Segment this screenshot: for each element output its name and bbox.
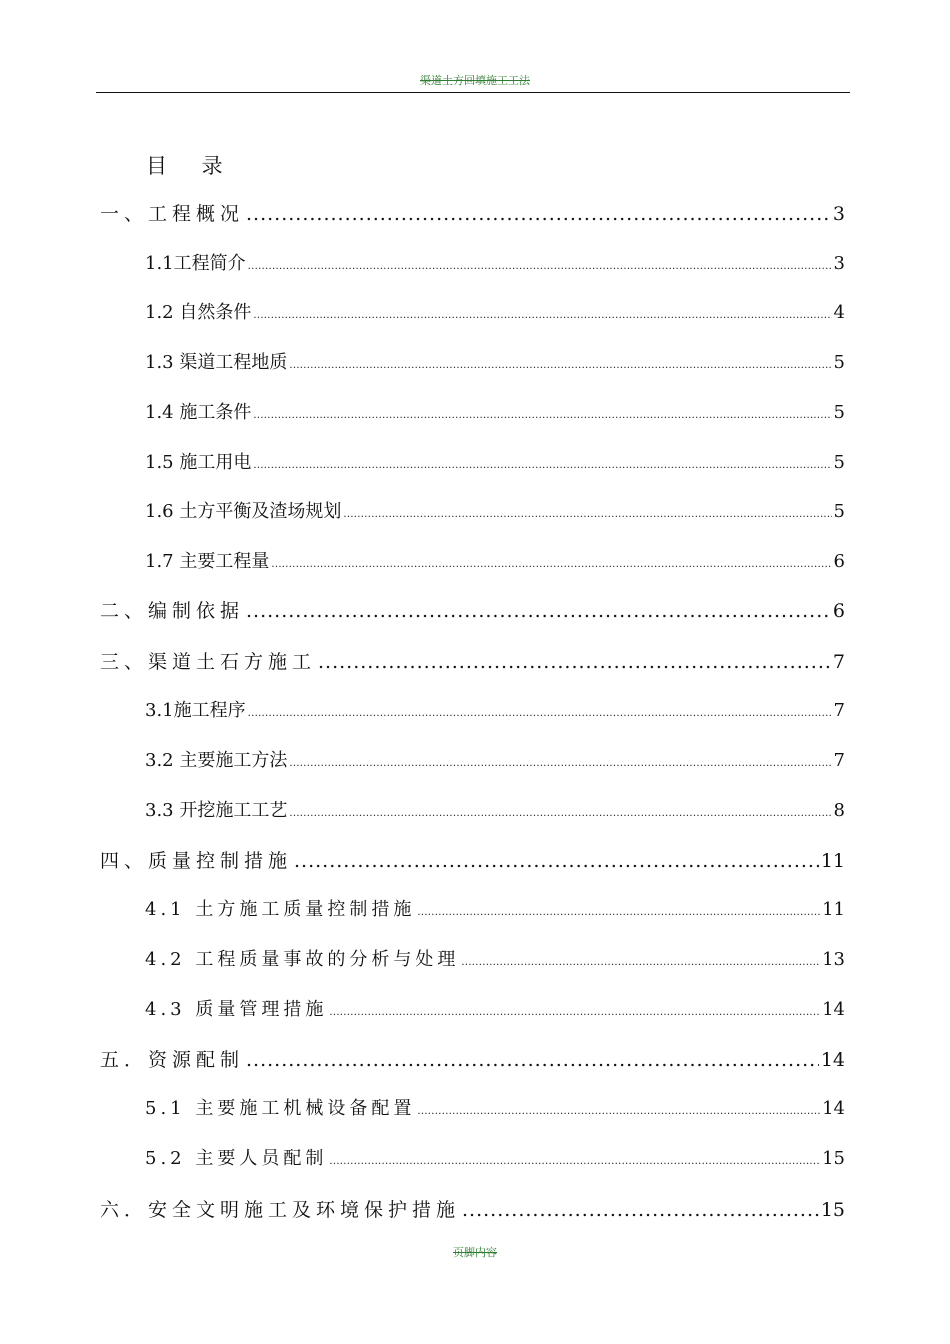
toc-entry-page: 15 [820,1199,845,1221]
toc-entry-page: 7 [832,651,845,673]
toc-leader [343,509,831,520]
toc-leader [417,1106,820,1117]
toc-leader [246,600,831,622]
toc-entry-label: 一、工程概况 [100,203,245,225]
toc-entry-page: 8 [833,800,845,821]
toc-leader [271,559,831,570]
toc-leader [289,360,831,371]
toc-entry-page: 14 [822,999,845,1020]
toc-entry-page: 14 [822,1098,845,1119]
toc-entry-page: 14 [820,1049,845,1071]
toc-entry-page: 11 [820,850,845,872]
toc-entry-label: 1.5 施工用电 [145,452,252,473]
toc-entry[interactable] [145,796,845,822]
toc-entry-label: 5.2 主要人员配制 [145,1148,328,1169]
toc-entry-label: 四、质量控制措施 [100,850,293,872]
toc-leader [462,1199,819,1221]
toc-leader [248,261,832,272]
toc-entry-label: 4.1 土方施工质量控制措施 [145,899,416,920]
toc-entry-label: 1.3 渠道工程地质 [145,352,288,373]
toc-leader [417,907,820,918]
toc-entry[interactable] [145,746,845,772]
toc-entry[interactable] [100,1045,845,1073]
toc-leader [253,460,831,471]
toc-leader [289,758,831,769]
toc-entry[interactable] [145,547,845,573]
toc-entry[interactable] [100,1195,845,1223]
toc-title: 目 录 [146,154,237,178]
toc-entry[interactable] [145,1094,845,1120]
toc-entry-label: 5.1 主要施工机械设备配置 [145,1098,416,1119]
toc-entry[interactable] [145,696,845,722]
toc-entry[interactable] [145,895,845,921]
toc-leader [253,410,831,421]
toc-entry[interactable] [145,497,845,523]
toc-entry-page: 5 [833,501,845,522]
toc-entry[interactable] [145,448,845,474]
toc-entry-page: 4 [833,302,845,323]
toc-entry-label: 三、渠道土石方施工 [100,651,317,673]
toc-entry-label: 1.1工程简介 [145,253,246,274]
toc-leader [329,1007,820,1018]
toc-entry-page: 3 [832,203,845,225]
toc-entry[interactable] [145,1144,845,1170]
toc-entry[interactable] [145,995,845,1021]
toc-entry-page: 5 [833,352,845,373]
toc-entry-page: 5 [833,452,845,473]
toc-entry-label: 3.2 主要施工方法 [145,750,288,771]
toc-entry-label: 1.6 土方平衡及渣场规划 [145,501,342,522]
toc-entry[interactable] [145,398,845,424]
toc-leader [318,651,831,673]
toc-leader [246,203,831,225]
toc-entry-page: 6 [832,600,845,622]
toc-entry[interactable] [100,199,845,227]
toc-entry[interactable] [100,846,845,874]
toc-leader [461,957,820,968]
toc-entry[interactable] [145,298,845,324]
toc-entry-label: 3.3 开挖施工工艺 [145,800,288,821]
toc-leader [329,1156,820,1167]
toc-entry[interactable] [145,249,845,275]
toc-entry[interactable] [100,647,845,675]
toc-entry[interactable] [145,945,845,971]
header-divider [96,92,850,93]
toc-entry-page: 11 [822,899,845,920]
toc-entry-page: 3 [833,253,845,274]
toc-entry-page: 15 [822,1148,845,1169]
toc-leader [253,310,831,321]
page-footer: 页脚内容 [453,1246,497,1259]
toc-entry-page: 5 [833,402,845,423]
toc-entry-page: 7 [833,750,845,771]
toc-entry-label: 3.1施工程序 [145,700,246,721]
toc-entry-label: 1.2 自然条件 [145,302,252,323]
toc-entry-label: 六．安全文明施工及环境保护措施 [100,1199,461,1221]
toc-entry-label: 二、编制依据 [100,600,245,622]
toc-entry-label: 4.2 工程质量事故的分析与处理 [145,949,460,970]
toc-entry-page: 13 [822,949,845,970]
toc-entry[interactable] [145,348,845,374]
toc-leader [294,850,819,872]
toc-leader [246,1049,819,1071]
toc-entry-label: 1.4 施工条件 [145,402,252,423]
page-header: 渠道土方回填施工工法 [420,74,530,87]
toc-entry-label: 五．资源配制 [100,1049,245,1071]
toc-leader [289,808,831,819]
toc-leader [248,708,832,719]
toc-entry[interactable] [100,596,845,624]
toc-entry-label: 1.7 主要工程量 [145,551,270,572]
toc-entry-page: 7 [833,700,845,721]
toc-entry-page: 6 [833,551,845,572]
toc-entry-label: 4.3 质量管理措施 [145,999,328,1020]
